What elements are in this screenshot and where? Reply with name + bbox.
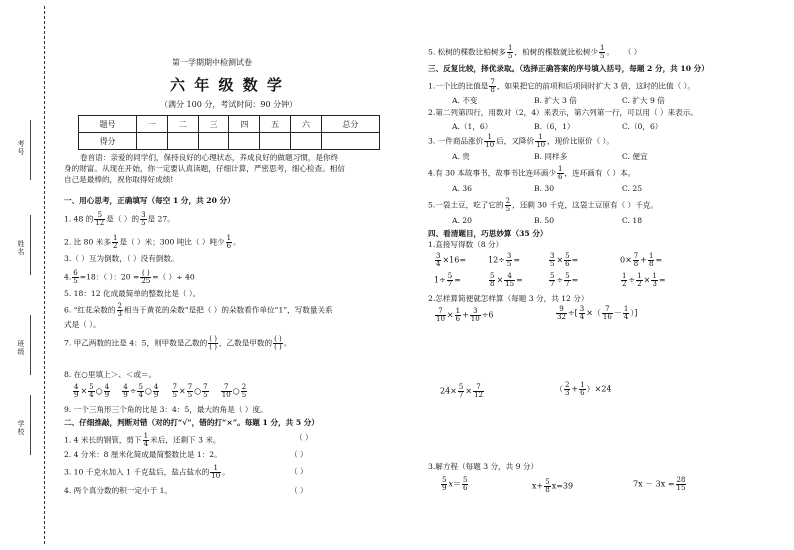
section1-title: 一、用心思考，正确填写（每空 1 分，共 20 分） — [64, 196, 235, 205]
s1-q4: 4. $\frac{6}{5}$ =18：（ ）：20 = $\frac{( )}{25}$ =（ ）÷ 40 — [64, 269, 195, 285]
score-cell: 得分 — [79, 133, 137, 150]
score-blank-cell[interactable] — [229, 133, 260, 150]
s1-q1: 1. 48 的 $\frac{5}{12}$ 是（ ）的 $\frac{3}{5}$ 是 27。 — [64, 211, 175, 227]
s2-q2-mark[interactable]: （ ） — [290, 450, 308, 459]
s3-q5: 5.一袋土豆，吃了它的 $\frac{2}{5}$ ，还剩 30 千克，这袋土豆原有（ ）千克。 — [428, 197, 659, 213]
equation-item: 7x － 3x = $\frac{28}{15}$ — [633, 476, 686, 492]
intro-line: 卷首语：亲爱的同学们，保持良好的心理状态，养成良好的做题习惯，是你终 — [80, 153, 339, 162]
s3-q2: 2.第二列第四行，用数对（2，4）来表示，第六列第一行，可以用（ ）来表示。 — [428, 108, 698, 117]
school-line — [30, 395, 31, 455]
calc-item: $\frac{3}{5}$ × $\frac{5}{6}$ = — [550, 252, 579, 268]
score-table-score-row — [79, 133, 380, 150]
s2-q4-mark[interactable]: （ ） — [290, 486, 308, 495]
s3-q4-opt-b: B. 30 — [534, 184, 555, 193]
s1-q6-cont: 式是（ ）。 — [64, 320, 101, 329]
s2-q2: 2. 4 分米：8 厘米化简成最简整数比是 1：2。 — [64, 450, 222, 459]
score-table — [78, 115, 380, 150]
calc-item: $\frac{5}{7}$ ÷ $\frac{5}{7}$ = — [550, 272, 579, 288]
score-table-header-row — [79, 116, 380, 133]
s2-q1-mark[interactable]: （ ） — [295, 433, 313, 442]
exam-info: （满分 100 分，考试时间：90 分钟） — [160, 100, 298, 109]
s4-part1-title: 1.直接写得数（8 分） — [428, 240, 504, 249]
s1-q5: 5. 18：12 化成最简单的整数比是（ ）。 — [64, 289, 201, 298]
label-exam-number: 考号 — [17, 140, 25, 156]
s2-q3-mark[interactable]: （ ） — [290, 467, 308, 476]
score-cell: 二 — [167, 116, 198, 133]
s1-q6: 6. “红花朵数的 $\frac{2}{3}$ 相当于黄花的朵数”是把（ ）的朵数看作单位“1”，写数量关系 — [64, 302, 333, 318]
s2-q5-mark[interactable]: （ ） — [623, 47, 642, 57]
score-blank-cell[interactable] — [321, 133, 379, 150]
simplify-item: （ $\frac{2}{3}$ + $\frac{1}{6}$ ）×24 — [555, 381, 612, 397]
s1-q8-items: $\frac{4}{9}$ × $\frac{5}{4}$ ○ $\frac{4}{9}$ $\frac{4}{9}$ ÷ $\frac{5}{4}$ ○ $\frac{4}{9}$ $\frac{7}{5}$ × $\frac{7}{5}$ ○ $\frac{7}{5}$ $\frac{7}{10}$ ○ $\frac{2}{5}$ — [74, 383, 247, 399]
s1-q3: 3.（ ）互为倒数，（ ）没有倒数。 — [64, 254, 179, 263]
calc-item: 0× $\frac{7}{8}$ + $\frac{1}{8}$ = — [620, 252, 663, 268]
score-cell: 五 — [260, 116, 291, 133]
binding-margin — [0, 0, 60, 550]
calc-item: 12÷ $\frac{3}{5}$ = — [488, 252, 521, 268]
label-name: 姓名 — [17, 240, 25, 256]
score-cell: 四 — [229, 116, 260, 133]
s3-q1: 1.一个比的比值是 $\frac{7}{8}$ ，如果把它的前项和后项同时扩大 3 倍，这时的比值（ ）。 — [428, 78, 695, 94]
score-cell: 三 — [198, 116, 229, 133]
s4-part3-title: 3.解方程（每题 3 分，共 9 分） — [428, 462, 539, 471]
s3-q5-opt-b: B. 50 — [534, 216, 555, 225]
score-blank-cell[interactable] — [291, 133, 322, 150]
score-cell: 一 — [137, 116, 168, 133]
score-blank-cell[interactable] — [167, 133, 198, 150]
s3-q3: 3. 一件商品涨价 $\frac{1}{10}$ 后，又降价 $\frac{1}{10}$ ，现价比原价（ ）。 — [428, 133, 615, 149]
s3-q5-opt-c: C. 18 — [622, 216, 643, 225]
name-line — [30, 215, 31, 275]
label-school: 学校 — [17, 420, 25, 436]
equation-item: x+ $\frac{5}{8}$ x=39 — [532, 478, 574, 494]
s2-q1: 1. 4 米长的钢管，剪下 $\frac{1}{4}$ 米后，还剩下 3 米。 — [64, 432, 221, 448]
s3-q3-opt-a: A. 贵 — [452, 152, 470, 161]
score-blank-cell[interactable] — [198, 133, 229, 150]
section4-title: 四、看清题目，巧思妙算（35 分） — [428, 229, 548, 238]
exam-title: 第一学期期中检测试卷 — [172, 58, 252, 67]
s3-q2-opt-b: B.（6，1） — [534, 122, 575, 131]
s3-q3-opt-c: C. 便宜 — [622, 152, 648, 161]
s1-q2: 2. 比 80 米多 $\frac{1}{2}$ 是（ ）米；300 吨比（ ）吨少 $\frac{1}{6}$ 。 — [64, 234, 241, 250]
score-blank-cell[interactable] — [260, 133, 291, 150]
class-line — [30, 315, 31, 375]
score-blank-cell[interactable] — [137, 133, 168, 150]
s1-q9: 9. 一个三角形三个角的比是 3：4：5，最大的角是（ ）度。 — [64, 405, 268, 414]
s3-q5-opt-a: A. 20 — [452, 216, 472, 225]
s2-q5: 5. 松树的棵数比柏树多 $\frac{1}{5}$ ，柏树的棵数就比松树少 $\frac{1}{5}$ 。 （ ） — [428, 44, 642, 60]
s1-q7: 7. 甲乙两数的比是 4：5，则甲数是乙数的 $\frac{( )}{( )}$ ，乙数是甲数的 $\frac{( )}{( )}$ 。 — [64, 335, 292, 351]
simplify-item: $\frac{7}{10}$ × $\frac{1}{6}$ + $\frac{3}{10}$ ÷6 — [436, 307, 494, 323]
s3-q1-opt-b: B. 扩大 3 倍 — [534, 96, 577, 105]
subject-title: 六 年 级 数 学 — [170, 76, 284, 94]
calc-item: $\frac{3}{4}$ ×16= — [436, 252, 467, 268]
s1-q8: 8. 在○里填上＞、＜或＝。 — [64, 370, 157, 379]
score-cell: 总分 — [321, 116, 379, 133]
s3-q2-opt-a: A.（1，6） — [452, 122, 493, 131]
label-class: 班级 — [17, 340, 25, 356]
s3-q3-opt-b: B. 同样多 — [534, 152, 568, 161]
section3-title: 三、反复比较，择优录取。（选择正确答案的序号填入括号，每题 2 分，共 10 分） — [428, 64, 709, 73]
intro-line: 自己是最棒的，祝你取得好成绩! — [64, 175, 174, 184]
equation-item: $\frac{5}{9}$ x＝ $\frac{5}{6}$ — [442, 476, 468, 492]
s3-q1-opt-a: A. 不变 — [452, 96, 478, 105]
score-cell: 题号 — [79, 116, 137, 133]
s3-q2-opt-c: C.（0，6） — [622, 122, 663, 131]
intro-line: 身的财富。从现在开始，你一定要认真读题，仔细计算，严密思考，细心检查。相信 — [64, 164, 345, 173]
exam-number-line — [30, 120, 31, 180]
calc-item: $\frac{1}{2}$ ÷ $\frac{1}{2}$ × $\frac{1}{3}$ = — [622, 272, 666, 288]
s3-q1-opt-c: C. 扩大 9 倍 — [622, 96, 665, 105]
section2-title: 二、仔细推敲，判断对错（对的打“√”，错的打“×”。每题 1 分，共 5 分） — [64, 418, 319, 427]
s2-q4: 4. 两个真分数的积一定小于 1。 — [64, 486, 173, 495]
calc-item: 1÷ $\frac{5}{7}$ = — [434, 272, 461, 288]
s2-q3: 3. 10 千克水加入 1 千克盐后，盐占盐水的 $\frac{1}{10}$ 。 — [64, 464, 230, 480]
s3-q4: 4.有 30 本故事书，故事书比连环画少 $\frac{1}{6}$ ，连环画有（ ）本。 — [428, 165, 636, 181]
simplify-item: $\frac{9}{32}$ ÷[ $\frac{3}{4}$ ×（ $\frac{7}{16}$ － $\frac{1}{4}$ ）] — [557, 305, 638, 321]
s3-q4-opt-c: C. 25 — [622, 184, 643, 193]
simplify-item: 24× $\frac{5}{7}$ × $\frac{7}{12}$ — [440, 383, 483, 399]
binding-dashed-line — [44, 6, 45, 544]
calc-item: $\frac{5}{8}$ × $\frac{4}{15}$ = — [490, 272, 523, 288]
score-cell: 六 — [291, 116, 322, 133]
s3-q4-opt-a: A. 36 — [452, 184, 472, 193]
s4-part2-title: 2.怎样算简便就怎样算（每题 3 分，共 12 分） — [428, 294, 589, 303]
